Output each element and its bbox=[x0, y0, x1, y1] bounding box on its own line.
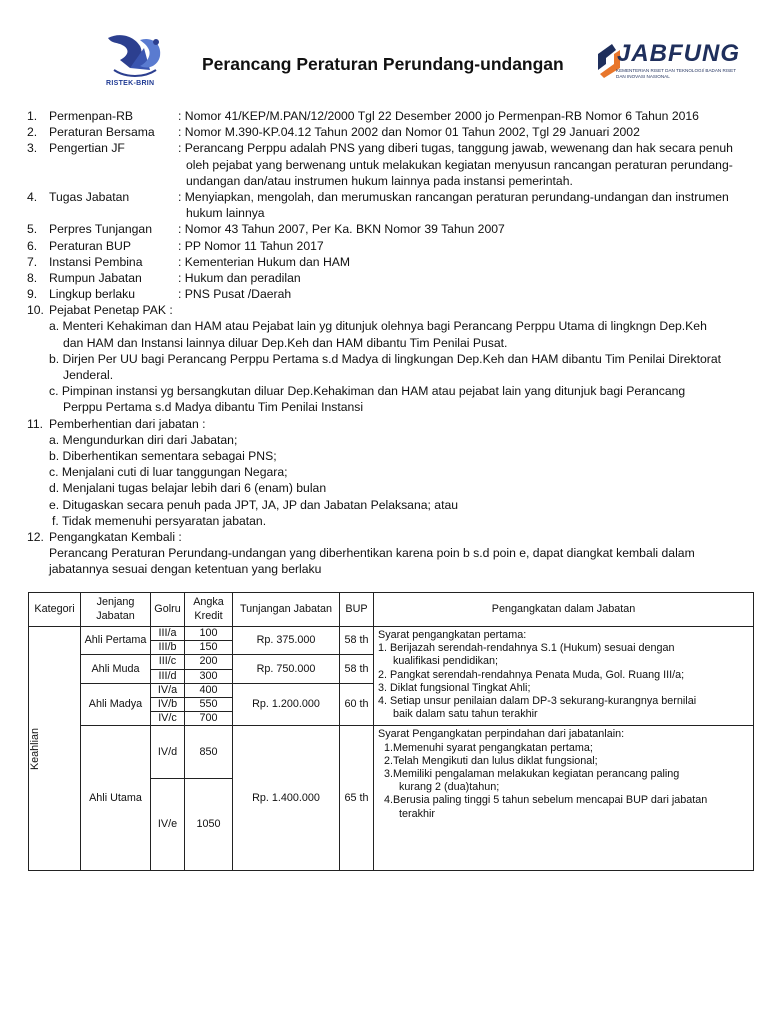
item-11-line: f. Tidak memenuhi persyaratan jabatan. bbox=[52, 513, 267, 528]
item-12-line: jabatannya sesuai dengan ketentuan yang berlaku bbox=[49, 562, 322, 577]
item-10-line: Jenderal. bbox=[63, 368, 114, 382]
info-list bbox=[0, 108, 768, 302]
golru-cell: IV/a bbox=[151, 683, 185, 697]
angka-cell: 1050 bbox=[185, 779, 233, 871]
item-label: Pejabat Penetap PAK : bbox=[49, 303, 173, 318]
bup-cell: 58 th bbox=[340, 655, 374, 683]
jenjang-cell: Ahli Madya bbox=[81, 683, 151, 726]
angka-cell: 700 bbox=[185, 712, 233, 726]
bup-cell: 58 th bbox=[340, 627, 374, 655]
item-number: 3. bbox=[27, 141, 38, 156]
header-tunjangan: Tunjangan Jabatan bbox=[233, 593, 340, 627]
info-item bbox=[0, 221, 768, 237]
angka-cell: 300 bbox=[185, 669, 233, 683]
item-label: Permenpan-RB bbox=[49, 109, 133, 123]
info-item bbox=[0, 189, 768, 205]
jenjang-cell: Ahli Muda bbox=[81, 655, 151, 683]
item-value-continuation: hukum lainnya bbox=[186, 206, 265, 221]
item-number: 1. bbox=[27, 109, 38, 123]
info-item bbox=[0, 124, 768, 140]
syarat-pertama-cell bbox=[374, 627, 754, 726]
syarat-perpindahan-cell bbox=[374, 726, 754, 871]
item-label: Pengangkatan Kembali : bbox=[49, 529, 182, 544]
table-header-row bbox=[29, 593, 754, 627]
golru-cell: III/d bbox=[151, 669, 185, 683]
item-value: : Nomor M.390-KP.04.12 Tahun 2002 dan Nomor 01 Tahun 2002, Tgl 29 Januari 2002 bbox=[178, 125, 640, 140]
item-10-line: b. Dirjen Per UU bagi Perancang Perppu Pertama s.d Madya di lingkungan Dep.Keh dan HAM dibantu Tim Penilai Direktorat bbox=[49, 351, 722, 366]
item-number: 9. bbox=[27, 287, 38, 302]
item-value: : PP Nomor 11 Tahun 2017 bbox=[178, 238, 324, 253]
angka-cell: 150 bbox=[185, 641, 233, 655]
item-10-line: Perppu Pertama s.d Madya dibantu Tim Penilai Instansi bbox=[63, 400, 364, 415]
table-row bbox=[29, 627, 754, 641]
header-pengangkatan: Pengangkatan dalam Jabatan bbox=[374, 593, 754, 627]
item-value: : Menyiapkan, mengolah, dan merumuskan rancangan peraturan perundang-undangan dan instrumen bbox=[178, 189, 729, 204]
syarat-line: Syarat Pengangkatan perpindahan dari jabatanlain: bbox=[378, 728, 625, 741]
golru-cell: IV/e bbox=[151, 779, 185, 871]
item-value: : Hukum dan peradilan bbox=[178, 270, 301, 285]
kategori-cell bbox=[29, 627, 81, 871]
item-10-line: dan HAM dan Instansi lainnya diluar Dep.Keh dan HAM dibantu Tim Penilai Pusat. bbox=[63, 335, 508, 350]
item-label: Pengertian JF bbox=[49, 141, 125, 156]
syarat-line: 1. Berijazah serendah-rendahnya S.1 (Hukum) sesuai dengan bbox=[378, 642, 675, 655]
item-value: : PNS Pusat /Daerah bbox=[178, 287, 292, 302]
golru-cell: III/a bbox=[151, 627, 185, 641]
tunjangan-cell: Rp. 750.000 bbox=[233, 655, 340, 683]
golru-cell: IV/d bbox=[151, 726, 185, 779]
item-value: : Kementerian Hukum dan HAM bbox=[178, 254, 351, 269]
info-item bbox=[0, 254, 768, 270]
item-label: Rumpun Jabatan bbox=[49, 270, 142, 285]
item-11-line: e. Ditugaskan secara penuh pada JPT, JA, JP dan Jabatan Pelaksana; atau bbox=[49, 497, 459, 512]
page-title: Perancang Peraturan Perundang-undangan bbox=[202, 54, 564, 74]
angka-cell: 850 bbox=[185, 726, 233, 779]
item-number: 8. bbox=[27, 270, 38, 285]
document-header bbox=[0, 0, 768, 100]
item-value: : Perancang Perppu adalah PNS yang diberi tugas, tanggung jawab, wewenang dan hak secara penuh bbox=[178, 141, 733, 156]
tunjangan-cell: Rp. 1.200.000 bbox=[233, 683, 340, 726]
tunjangan-cell: Rp. 375.000 bbox=[233, 627, 340, 655]
jabfung-logo-subtitle: KEMENTERIAN RISET DAN TEKNOLOGI/ BADAN RISET DAN INOVASI NASIONAL bbox=[616, 68, 736, 79]
item-10-line: c. Pimpinan instansi yg bersangkutan diluar Dep.Kehakiman dan HAM atau pejabat lain yang ditunjuk bagi Perancang bbox=[49, 384, 686, 399]
item-number: 10. bbox=[27, 303, 44, 318]
syarat-line: 1.Memenuhi syarat pengangkatan pertama; bbox=[378, 741, 593, 754]
header-golru: Golru bbox=[151, 593, 185, 627]
syarat-line: kualifikasi pendidikan; bbox=[378, 655, 499, 668]
item-12-line: Perancang Peraturan Perundang-undangan yang diberhentikan karena poin b s.d poin e, dapat diangkat kembali dalam bbox=[49, 546, 695, 561]
golru-cell: IV/b bbox=[151, 698, 185, 712]
item-10 bbox=[0, 302, 768, 318]
document-body bbox=[0, 108, 768, 577]
item-value: : Nomor 41/KEP/M.PAN/12/2000 Tgl 22 Desember 2000 jo Permenpan-RB Nomor 6 Tahun 2016 bbox=[178, 109, 699, 123]
jabatan-table bbox=[28, 592, 754, 871]
header-angka-kredit: Angka Kredit bbox=[185, 593, 233, 627]
golru-cell: IV/c bbox=[151, 712, 185, 726]
syarat-line: terakhir bbox=[378, 807, 435, 820]
syarat-line: 2.Telah Mengikuti dan lulus diklat fungsional; bbox=[378, 754, 598, 767]
angka-cell: 200 bbox=[185, 655, 233, 669]
ristek-brin-logo-text: RISTEK-BRIN bbox=[106, 80, 155, 87]
item-number: 12. bbox=[27, 529, 44, 544]
bup-cell: 60 th bbox=[340, 683, 374, 726]
angka-cell: 400 bbox=[185, 683, 233, 697]
syarat-line: 4.Berusia paling tinggi 5 tahun sebelum mencapai BUP dari jabatan bbox=[378, 794, 708, 807]
table-row bbox=[29, 726, 754, 778]
bup-cell: 65 th bbox=[340, 726, 374, 871]
header-kategori: Kategori bbox=[29, 593, 81, 627]
kategori-label: Keahlian bbox=[29, 727, 41, 770]
header-jenjang: Jenjang Jabatan bbox=[81, 593, 151, 627]
item-number: 2. bbox=[27, 125, 38, 140]
item-label: Pemberhentian dari jabatan : bbox=[49, 416, 206, 431]
info-item bbox=[0, 270, 768, 286]
syarat-line: 3. Diklat fungsional Tingkat Ahli; bbox=[378, 681, 531, 694]
golru-cell: III/c bbox=[151, 655, 185, 669]
item-11-line: d. Menjalani tugas belajar lebih dari 6 (enam) bulan bbox=[49, 481, 327, 496]
info-item bbox=[0, 108, 768, 124]
item-label: Instansi Pembina bbox=[49, 254, 143, 269]
item-number: 6. bbox=[27, 238, 38, 253]
ristek-brin-logo-icon bbox=[100, 30, 170, 86]
item-11-line: c. Menjalani cuti di luar tanggungan Negara; bbox=[49, 465, 288, 480]
item-10-line: a. Menteri Kehakiman dan HAM atau Pejabat lain yg ditunjuk olehnya bagi Perancang Perppu Utama di lingkngn Dep.Keh bbox=[49, 319, 707, 334]
golru-cell: III/b bbox=[151, 641, 185, 655]
angka-cell: 100 bbox=[185, 627, 233, 641]
jabfung-logo-word: JABFUNG bbox=[617, 40, 741, 67]
item-value-continuation: undangan dan/atau instrumen hukum lainnya pada instansi pemerintah. bbox=[186, 173, 573, 188]
syarat-line: 3.Memiliki pengalaman melakukan kegiatan perancang paling bbox=[378, 768, 680, 781]
item-label: Peraturan Bersama bbox=[49, 125, 155, 140]
info-item bbox=[0, 286, 768, 302]
syarat-line: 2. Pangkat serendah-rendahnya Penata Muda, Gol. Ruang III/a; bbox=[378, 668, 685, 681]
item-11-line: a. Mengundurkan diri dari Jabatan; bbox=[49, 432, 238, 447]
item-value: : Nomor 43 Tahun 2007, Per Ka. BKN Nomor 39 Tahun 2007 bbox=[178, 222, 505, 237]
header-bup: BUP bbox=[340, 593, 374, 627]
jenjang-cell: Ahli Pertama bbox=[81, 627, 151, 655]
item-label: Peraturan BUP bbox=[49, 238, 131, 253]
item-label: Lingkup berlaku bbox=[49, 287, 136, 302]
tunjangan-cell: Rp. 1.400.000 bbox=[233, 726, 340, 871]
item-11 bbox=[0, 416, 768, 432]
jenjang-cell: Ahli Utama bbox=[81, 726, 151, 871]
syarat-line: baik dalam satu tahun terakhir bbox=[378, 708, 538, 721]
item-label: Perpres Tunjangan bbox=[49, 222, 152, 237]
item-number: 4. bbox=[27, 189, 38, 204]
angka-cell: 550 bbox=[185, 698, 233, 712]
syarat-line: kurang 2 (dua)tahun; bbox=[378, 781, 500, 794]
syarat-line: Syarat pengangkatan pertama: bbox=[378, 629, 527, 641]
item-number: 11. bbox=[27, 416, 44, 431]
item-12 bbox=[0, 529, 768, 545]
item-number: 7. bbox=[27, 254, 38, 269]
info-item bbox=[0, 238, 768, 254]
item-11-line: b. Diberhentikan sementara sebagai PNS; bbox=[49, 448, 277, 463]
item-number: 5. bbox=[27, 222, 38, 237]
syarat-line: 4. Setiap unsur penilaian dalam DP-3 sekurang-kurangnya bernilai bbox=[378, 695, 697, 708]
item-value-continuation: oleh pejabat yang berwenang untuk melakukan kegiatan menyusun rancangan peraturan perundang- bbox=[186, 157, 733, 172]
info-item bbox=[0, 140, 768, 156]
item-label: Tugas Jabatan bbox=[49, 189, 130, 204]
